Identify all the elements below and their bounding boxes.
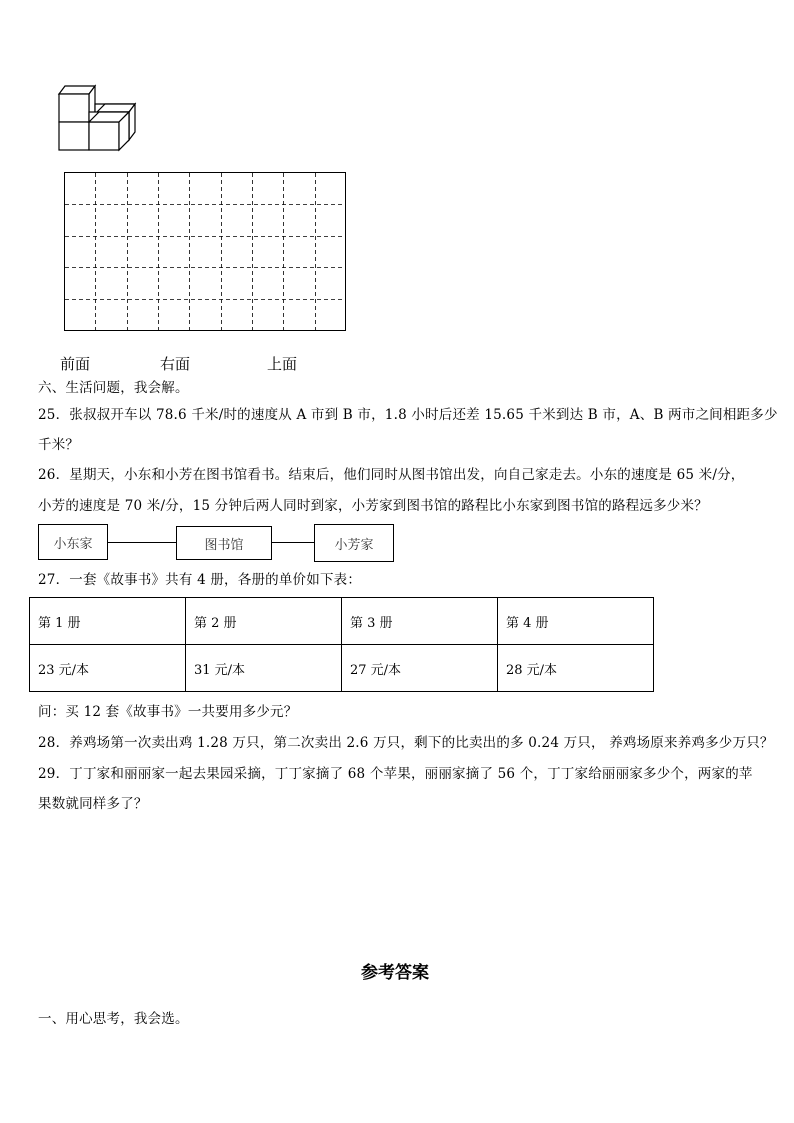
table-cell-book4: 第 4 册 [498, 598, 654, 645]
table-cell-book3: 第 3 册 [342, 598, 498, 645]
front-view-label: 前面 [60, 355, 91, 373]
q28-text: 28．养鸡场第一次卖出鸡 1.28 万只，第二次卖出 2.6 万只，剩下的比卖出的多 0.24 万只， 养鸡场原来养鸡多少万只？ [38, 735, 774, 751]
route-line-right [272, 542, 314, 543]
table-cell-book1: 第 1 册 [30, 598, 186, 645]
answers-section-1-heading: 一、用心思考，我会选。 [38, 1011, 189, 1027]
top-view-label: 上面 [267, 355, 298, 373]
price-table [29, 597, 654, 692]
q27-question: 问：买 12 套《故事书》一共要用多少元？ [38, 704, 298, 720]
right-view-label: 右面 [160, 355, 191, 373]
xiaofang-home-box: 小芳家 [314, 524, 394, 562]
table-cell-price1: 23 元/本 [30, 645, 186, 692]
answers-title: 参考答案 [361, 963, 429, 983]
table-cell-price4: 28 元/本 [498, 645, 654, 692]
q25-line2: 千米？ [38, 437, 80, 453]
section-6-heading: 六、生活问题，我会解。 [38, 380, 189, 396]
table-cell-book2: 第 2 册 [186, 598, 342, 645]
q27-intro: 27．一套《故事书》共有 4 册，各册的单价如下表： [38, 572, 362, 588]
table-cell-price3: 27 元/本 [342, 645, 498, 692]
price-table-value-row [30, 645, 654, 692]
route-line-left [108, 542, 176, 543]
drawing-grid [64, 172, 346, 332]
library-box: 图书馆 [176, 526, 272, 560]
q26-line1: 26．星期天，小东和小芳在图书馆看书。结束后，他们同时从图书馆出发，向自己家走去。小东的速度是 65 米/分， [38, 467, 745, 483]
q26-line2: 小芳的速度是 70 米/分，15 分钟后两人同时到家，小芳家到图书馆的路程比小东家到图书馆的路程远多少米？ [38, 498, 708, 514]
price-table-header-row [30, 598, 654, 645]
q25-line1: 25．张叔叔开车以 78.6 千米/时的速度从 A 市到 B 市，1.8 小时后还差 15.65 千米到达 B 市，A、B 两市之间相距多少 [38, 407, 778, 423]
q29-line1: 29．丁丁家和丽丽家一起去果园采摘，丁丁家摘了 68 个苹果，丽丽家摘了 56 个，丁丁家给丽丽家多少个，两家的苹 [38, 766, 753, 782]
table-cell-price2: 31 元/本 [186, 645, 342, 692]
q29-line2: 果数就同样多了？ [38, 796, 148, 812]
xiaodong-home-box: 小东家 [38, 524, 108, 560]
cubes-figure [55, 82, 145, 154]
